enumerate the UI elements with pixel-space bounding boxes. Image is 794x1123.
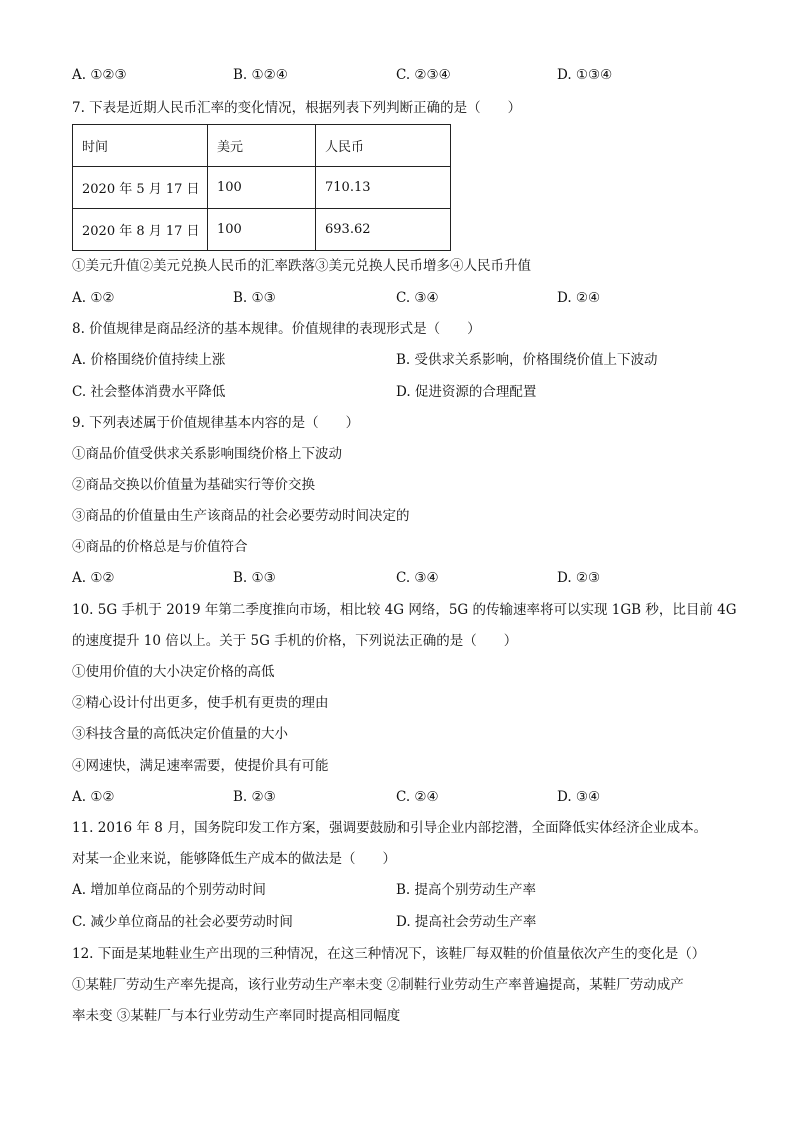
q8-option-b: B. 受供求关系影响，价格围绕价值上下波动	[396, 352, 658, 368]
exchange-rate-table	[72, 124, 451, 251]
q10-option-b: B. ②③	[233, 789, 276, 805]
q7-option-d: D. ②④	[557, 290, 601, 306]
table-header-cell: 美元	[208, 125, 316, 167]
q8-option-d: D. 促进资源的合理配置	[396, 384, 537, 400]
q7-option-b: B. ①③	[233, 290, 276, 306]
q12-stem: 12. 下面是某地鞋业生产出现的三种情况，在这三种情况下，该鞋厂每双鞋的价值量依次产生的变化是（）	[72, 946, 706, 962]
q11-stem-line-2: 对某一企业来说，能够降低生产成本的做法是（ ）	[72, 851, 396, 867]
q9-option-d: D. ②③	[557, 570, 601, 586]
q10-statement-4: ④网速快，满足速率需要，使提价具有可能	[72, 758, 329, 774]
q9-statement-1: ①商品价值受供求关系影响围绕价格上下波动	[72, 446, 342, 462]
table-cell: 2020 年 8 月 17 日	[73, 209, 208, 251]
q9-option-b: B. ①③	[233, 570, 276, 586]
q8-option-c: C. 社会整体消费水平降低	[72, 384, 226, 400]
table-cell: 100	[208, 209, 316, 251]
q10-stem-line-2: 的速度提升 10 倍以上。关于 5G 手机的价格，下列说法正确的是（ ）	[72, 633, 518, 649]
q7-stem: 7. 下表是近期人民币汇率的变化情况，根据列表下列判断正确的是（ ）	[72, 100, 522, 116]
q10-statement-1: ①使用价值的大小决定价格的高低	[72, 664, 275, 680]
table-cell: 693.62	[316, 209, 451, 251]
q6-option-c: C. ②③④	[396, 67, 451, 83]
q11-option-b: B. 提高个别劳动生产率	[396, 882, 537, 898]
q9-option-a: A. ①②	[72, 570, 115, 586]
q8-option-a: A. 价格围绕价值持续上涨	[72, 352, 226, 368]
q10-statement-2: ②精心设计付出更多，使手机有更贵的理由	[72, 695, 329, 711]
table-row	[73, 209, 451, 251]
table-cell: 710.13	[316, 167, 451, 209]
q10-statement-3: ③科技含量的高低决定价值量的大小	[72, 726, 288, 742]
table-row	[73, 167, 451, 209]
q7-option-a: A. ①②	[72, 290, 115, 306]
q9-statement-2: ②商品交换以价值量为基础实行等价交换	[72, 477, 315, 493]
table-cell: 2020 年 5 月 17 日	[73, 167, 208, 209]
q9-stem: 9. 下列表述属于价值规律基本内容的是（ ）	[72, 415, 360, 431]
q6-option-d: D. ①③④	[557, 67, 613, 83]
q9-statement-4: ④商品的价格总是与价值符合	[72, 539, 248, 555]
q10-option-a: A. ①②	[72, 789, 115, 805]
q10-stem-line-1: 10. 5G 手机于 2019 年第二季度推向市场，相比较 4G 网络，5G 的传输速率将可以实现 1GB 秒，比目前 4G	[72, 602, 737, 618]
q12-line-2: ①某鞋厂劳动生产率先提高，该行业劳动生产率未变 ②制鞋行业劳动生产率普遍提高，某鞋厂劳动成产	[72, 977, 684, 993]
q6-option-a: A. ①②③	[72, 67, 127, 83]
q8-stem: 8. 价值规律是商品经济的基本规律。价值规律的表现形式是（ ）	[72, 321, 481, 337]
q6-option-b: B. ①②④	[233, 67, 288, 83]
table-header-cell: 时间	[73, 125, 208, 167]
table-cell: 100	[208, 167, 316, 209]
q7-option-c: C. ③④	[396, 290, 439, 306]
q7-statements: ①美元升值②美元兑换人民币的汇率跌落③美元兑换人民币增多④人民币升值	[72, 258, 531, 274]
q9-statement-3: ③商品的价值量由生产该商品的社会必要劳动时间决定的	[72, 508, 410, 524]
q11-option-a: A. 增加单位商品的个别劳动时间	[72, 882, 266, 898]
q11-option-d: D. 提高社会劳动生产率	[396, 914, 537, 930]
table-header-cell: 人民币	[316, 125, 451, 167]
q12-line-3: 率未变 ③某鞋厂与本行业劳动生产率同时提高相同幅度	[72, 1008, 401, 1024]
q9-option-c: C. ③④	[396, 570, 439, 586]
q10-option-d: D. ③④	[557, 789, 601, 805]
q11-stem-line-1: 11. 2016 年 8 月，国务院印发工作方案，强调要鼓励和引导企业内部挖潜，全面降低实体经济企业成本。	[72, 820, 708, 836]
table-header-row	[73, 125, 451, 167]
q11-option-c: C. 减少单位商品的社会必要劳动时间	[72, 914, 293, 930]
q10-option-c: C. ②④	[396, 789, 439, 805]
